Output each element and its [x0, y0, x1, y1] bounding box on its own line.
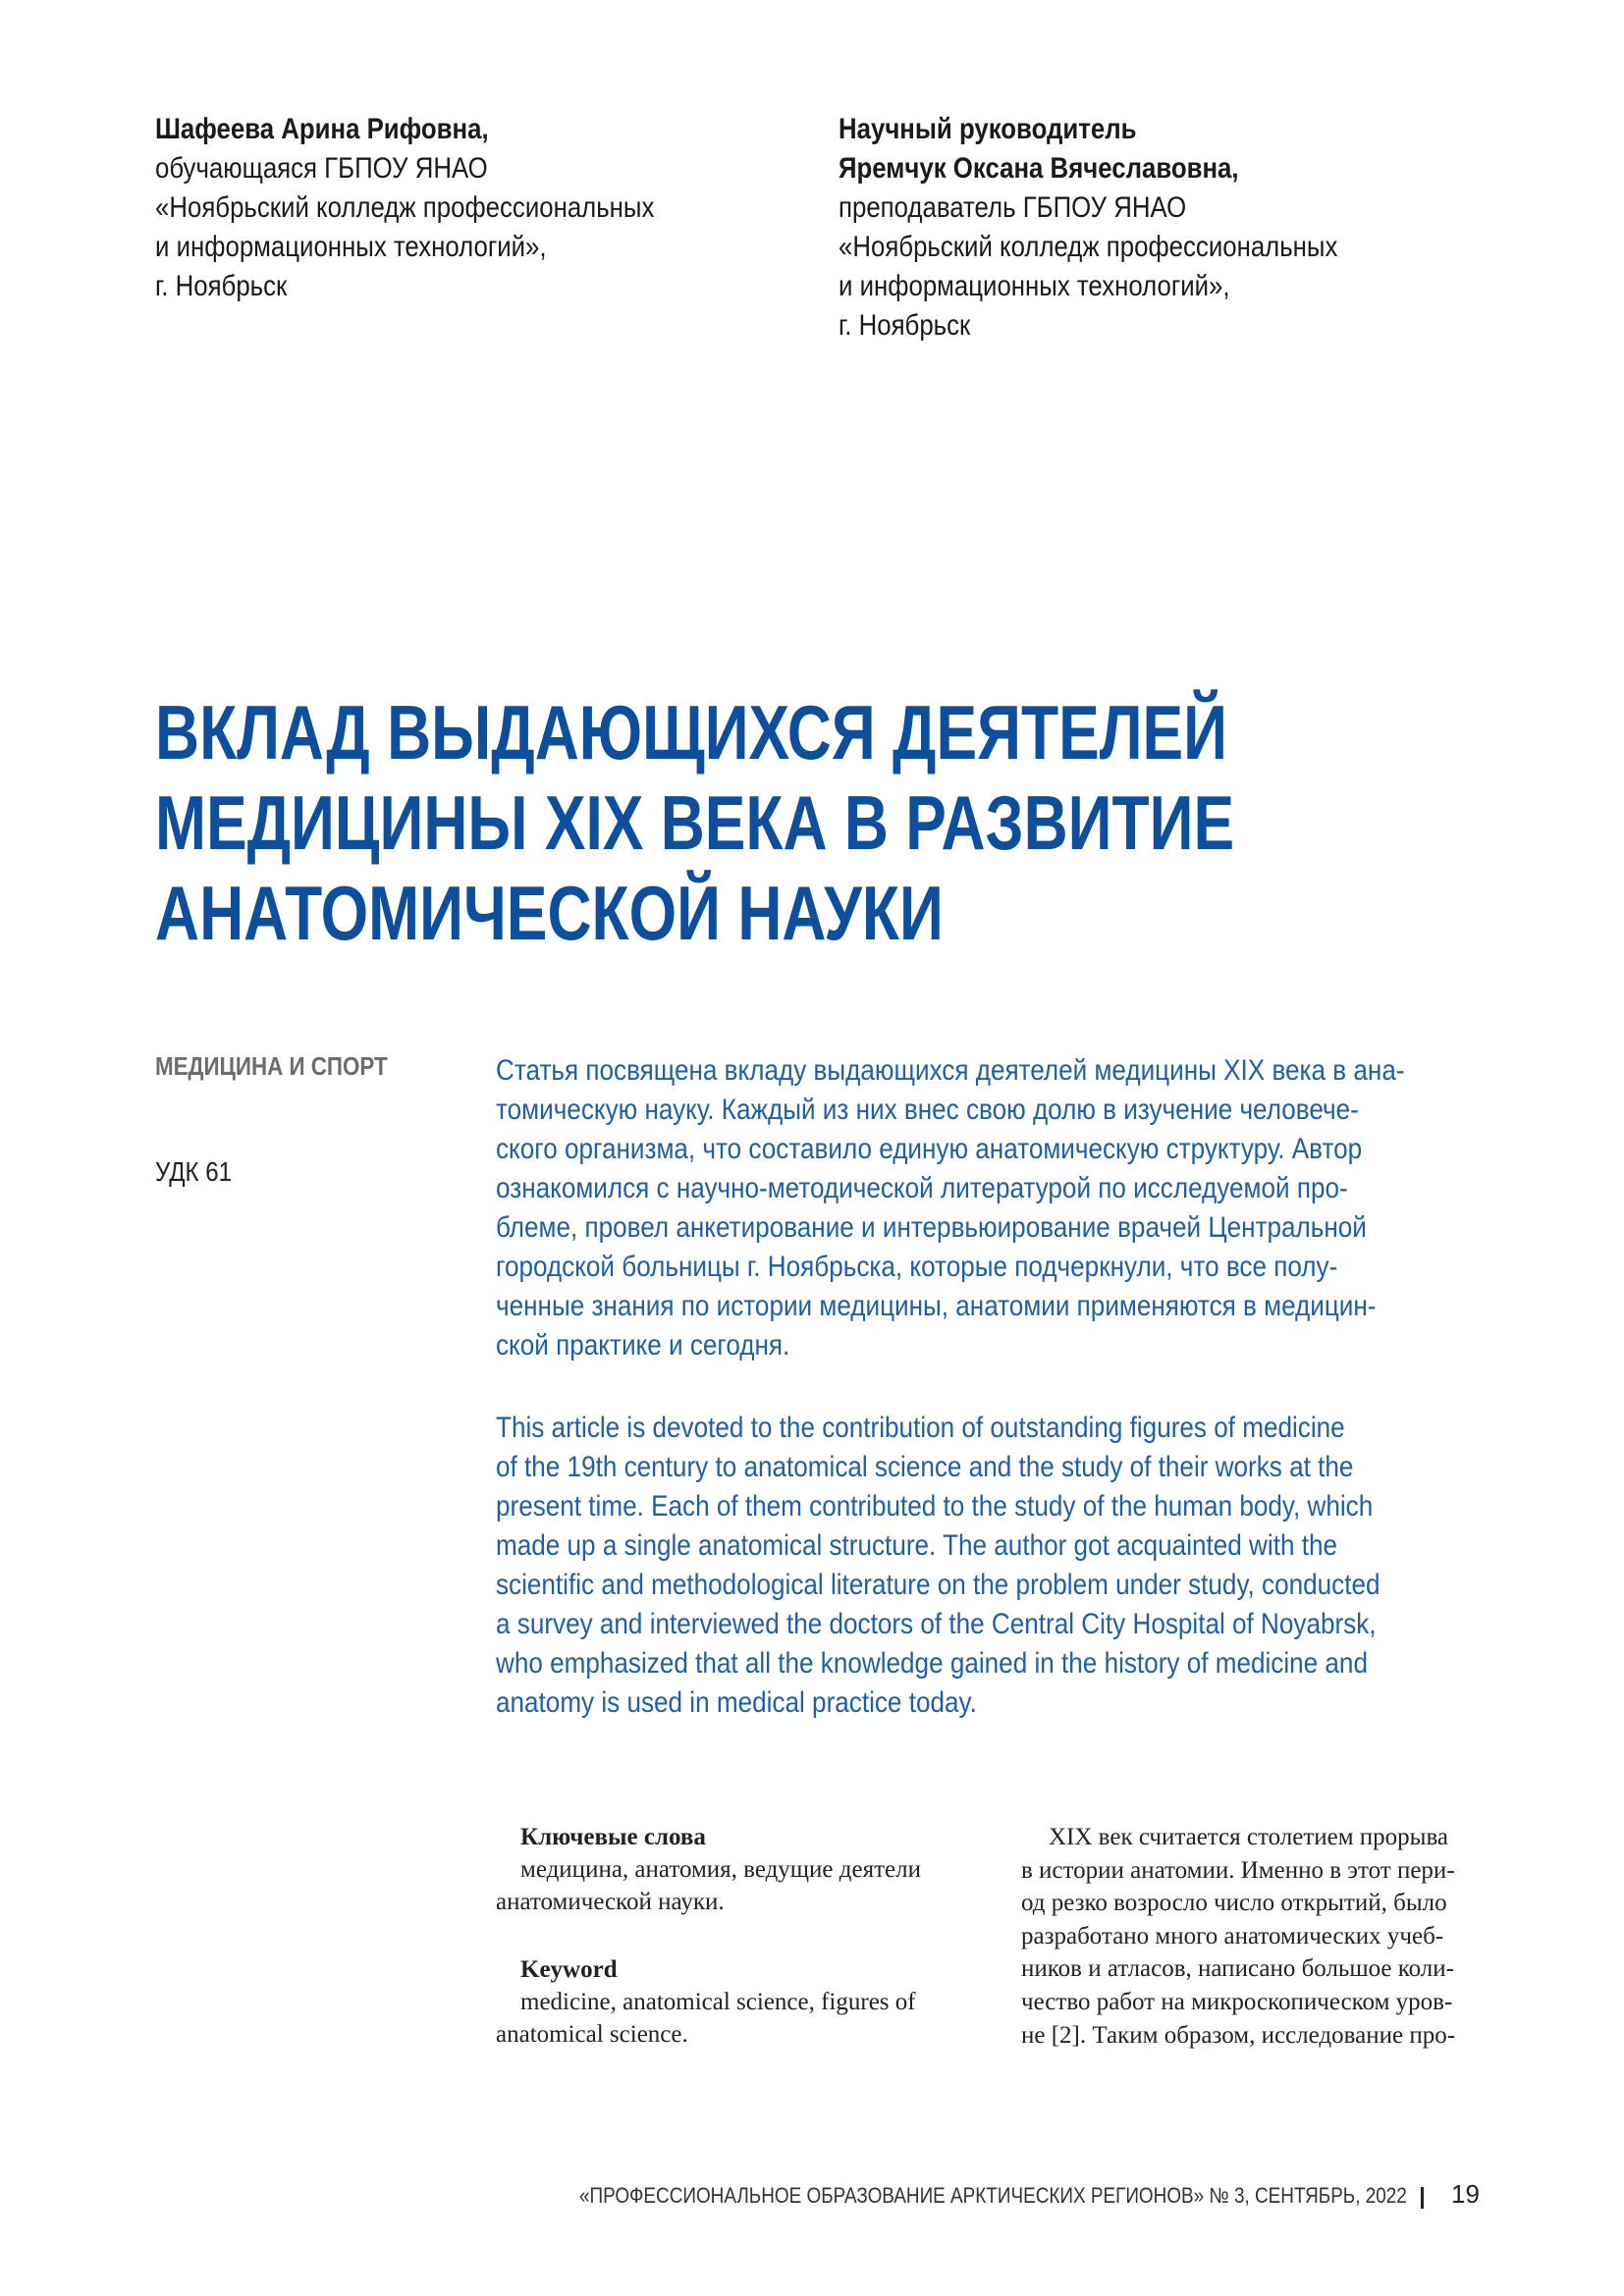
abstract-line: блеме, провел анкетирование и интервьюирование врачей Центральной	[496, 1211, 1367, 1244]
keywords-heading: Ключевые слова	[520, 1824, 706, 1850]
keywords-english	[496, 1953, 987, 2051]
title-line: МЕДИЦИНЫ XIX ВЕКА В РАЗВИТИЕ	[155, 779, 1235, 866]
body-line: в истории анатомии. Именно в этот пери-	[1021, 1856, 1455, 1884]
abstract-line: ознакомился с научно-методической литературой по исследуемой про-	[496, 1172, 1348, 1204]
body-line: не [2]. Таким образом, исследование про-	[1021, 2021, 1456, 2049]
page-number: 19	[1451, 2179, 1480, 2209]
abstract-line: scientific and methodological literature on the problem under study, conducted	[496, 1569, 1380, 1601]
supervisor-affiliation-line: и информационных технологий»,	[839, 270, 1230, 302]
abstract-line: of the 19th century to anatomical science and the study of their works at the	[496, 1451, 1354, 1483]
supervisor-city: г. Ноябрьск	[839, 309, 971, 342]
abstract-line: who emphasized that all the knowledge gained in the history of medicine and	[496, 1647, 1368, 1680]
keywords-russian	[496, 1821, 987, 1918]
abstract-line: a survey and interviewed the doctors of the Central City Hospital of Noyabrsk,	[496, 1608, 1377, 1640]
abstract-line: made up a single anatomical structure. The author got acquainted with the	[496, 1529, 1338, 1562]
author-city: г. Ноябрьск	[155, 270, 288, 302]
keywords-line: анатомической науки.	[496, 1889, 725, 1915]
udk-code: УДК 61	[155, 1156, 233, 1187]
supervisor-affiliation-line: преподаватель ГБПОУ ЯНАО	[839, 191, 1187, 224]
journal-footer: «ПРОФЕССИОНАЛЬНОЕ ОБРАЗОВАНИЕ АРКТИЧЕСКИХ РЕГИОНОВ» № 3, СЕНТЯБРЬ, 2022	[579, 2183, 1407, 2208]
author-affiliation-line: обучающаяся ГБПОУ ЯНАО	[155, 152, 488, 185]
supervisor-affiliation-line: «Ноябрьский колледж профессиональных	[839, 231, 1338, 263]
article-title	[155, 687, 1234, 958]
abstract-line: городской больницы г. Ноябрьска, которые подчеркнули, что все полу-	[496, 1251, 1338, 1283]
title-line: ВКЛАД ВЫДАЮЩИХСЯ ДЕЯТЕЛЕЙ	[155, 689, 1227, 775]
footer-divider	[1421, 2187, 1424, 2209]
body-line: ников и атласов, написано большое коли-	[1021, 1955, 1454, 1983]
abstract-line: anatomy is used in medical practice today.	[496, 1686, 977, 1719]
supervisor-name: Яремчук Оксана Вячеславовна,	[839, 152, 1239, 185]
keywords-line: medicine, anatomical science, figures of	[520, 1989, 916, 2015]
keywords-line: anatomical science.	[496, 2021, 688, 2048]
supervisor-block	[839, 110, 1337, 346]
abstract-line: ской практике и сегодня.	[496, 1329, 790, 1362]
author-block	[155, 110, 654, 306]
body-line: XIX век считается столетием прорыва	[1049, 1824, 1449, 1850]
abstract-line: This article is devoted to the contribution of outstanding figures of medicine	[496, 1412, 1345, 1444]
abstract-english	[496, 1409, 1380, 1723]
author-affiliation-line: «Ноябрьский колледж профессиональных	[155, 191, 655, 224]
abstract-line: Статья посвящена вкладу выдающихся деятелей медицины XIX века в ана-	[496, 1054, 1405, 1087]
abstract-line: ченные знания по истории медицины, анатомии применяются в медицин-	[496, 1290, 1377, 1322]
author-affiliation-line: и информационных технологий»,	[155, 231, 547, 263]
abstract-line: ского организма, что составило единую анатомическую структуру. Автор	[496, 1133, 1363, 1165]
rubric-label: МЕДИЦИНА И СПОРТ	[155, 1051, 388, 1081]
abstract-russian	[496, 1051, 1405, 1365]
abstract-line: present time. Each of them contributed to the study of the human body, which	[496, 1490, 1374, 1522]
body-line: чество работ на микроскопическом уров-	[1021, 1988, 1453, 2015]
body-paragraph	[1021, 1821, 1483, 2052]
body-line: разработано много анатомических учеб-	[1021, 1922, 1444, 1949]
supervisor-role: Научный руководитель	[839, 113, 1137, 145]
title-line: АНАТОМИЧЕСКОЙ НАУКИ	[155, 870, 944, 956]
abstract-line: томическую науку. Каждый из них внес свою долю в изучение человече-	[496, 1094, 1359, 1126]
keywords-heading: Keyword	[520, 1956, 618, 1983]
body-line: од резко возросло число открытий, было	[1021, 1890, 1447, 1917]
author-name: Шафеева Арина Рифовна,	[155, 113, 489, 145]
keywords-line: медицина, анатомия, ведущие деятели	[520, 1856, 921, 1883]
